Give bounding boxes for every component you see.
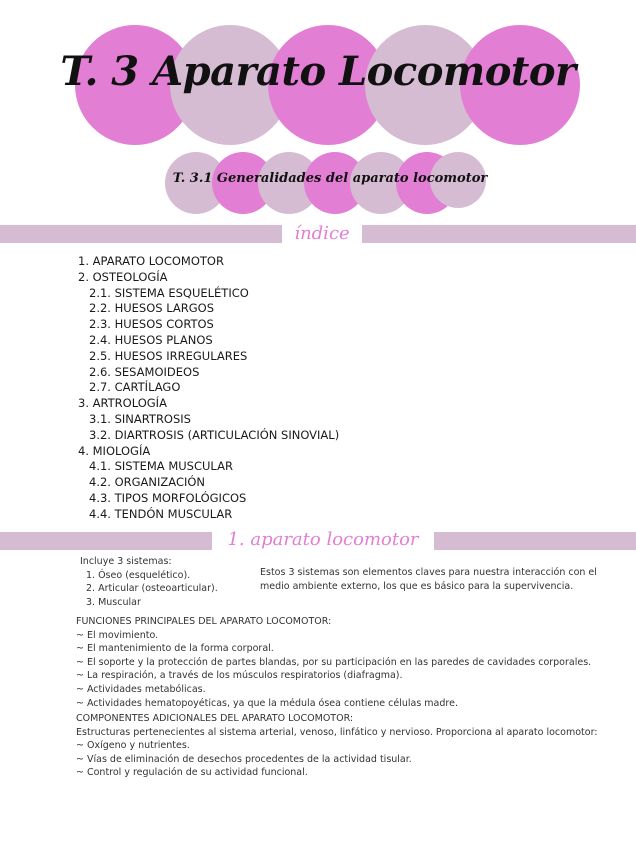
toc-item: 4. MIOLOGÍA [78, 443, 151, 458]
toc-item: 4.1. SISTEMA MUSCULAR [89, 459, 233, 474]
toc-item: 3.2. DIARTROSIS (ARTICULACIÓN SINOVIAL) [89, 427, 340, 442]
components-heading: COMPONENTES ADICIONALES DEL APARATO LOCOMOTOR: [76, 713, 354, 724]
toc-item: 1. APARATO LOCOMOTOR [78, 254, 224, 268]
toc-item: 2.1. SISTEMA ESQUELÉTICO [89, 285, 249, 300]
toc-item: 2.4. HUESOS PLANOS [89, 332, 213, 347]
toc-item: 3.1. SINARTROSIS [89, 411, 191, 426]
note-line: Estos 3 sistemas son elementos claves para nuestra interacción con el [260, 567, 597, 578]
list-item: ~ Oxígeno y nutrientes. [76, 740, 190, 752]
list-item: ~ Actividades hematopoyéticas, ya que la médula ósea contiene células madre. [76, 697, 458, 709]
list-item: ~ El mantenimiento de la forma corporal. [76, 643, 274, 655]
page-subtitle: T. 3.1 Generalidades del aparato locomotor [172, 171, 488, 186]
list-item: ~ La respiración, a través de los músculos respiratorios (diafragma). [76, 670, 403, 682]
systems-note [260, 566, 597, 593]
table-of-contents [78, 254, 339, 523]
toc-item: 4.4. TENDÓN MUSCULAR [89, 506, 233, 521]
systems-block [80, 555, 218, 609]
list-item: ~ Vías de eliminación de desechos procedentes de la actividad tisular. [76, 753, 412, 765]
list-item: 2. Articular (osteoarticular). [86, 583, 218, 595]
systems-intro: Incluye 3 sistemas: [80, 556, 172, 567]
note-line: medio ambiente externo, los que es básico para la supervivencia. [260, 580, 574, 592]
list-item: ~ El movimiento. [76, 629, 159, 641]
list-item: 3. Muscular [86, 596, 141, 608]
toc-item: 4.2. ORGANIZACIÓN [89, 475, 206, 490]
list-item: 1. Óseo (esquelético). [86, 569, 191, 581]
page-title: T. 3 Aparato Locomotor [60, 48, 576, 95]
index-heading: índice [282, 221, 362, 247]
list-item: ~ Control y regulación de su actividad funcional. [76, 767, 308, 779]
list-item: ~ Actividades metabólicas. [76, 683, 206, 695]
toc-item: 2.5. HUESOS IRREGULARES [89, 348, 248, 363]
section-heading: 1. aparato locomotor [212, 527, 434, 553]
components-block [76, 712, 598, 780]
list-item: ~ El soporte y la protección de partes blandas, por su participación en las paredes de cavidades corporales. [76, 656, 592, 668]
toc-item: 4.3. TIPOS MORFOLÓGICOS [89, 490, 247, 505]
toc-item: 3. ARTROLOGÍA [78, 396, 167, 411]
components-intro: Estructuras pertenecientes al sistema arterial, venoso, linfático y nervioso. Proporciona al aparato locomotor: [76, 726, 598, 738]
toc-item: 2.6. SESAMOIDEOS [89, 364, 200, 379]
functions-heading: FUNCIONES PRINCIPALES DEL APARATO LOCOMOTOR: [76, 616, 332, 627]
toc-item: 2.2. HUESOS LARGOS [89, 301, 215, 316]
toc-item: 2.3. HUESOS CORTOS [89, 317, 214, 332]
toc-item: 2. OSTEOLOGÍA [78, 269, 168, 284]
toc-item: 2.7. CARTÍLAGO [89, 380, 181, 395]
functions-block [76, 615, 591, 710]
